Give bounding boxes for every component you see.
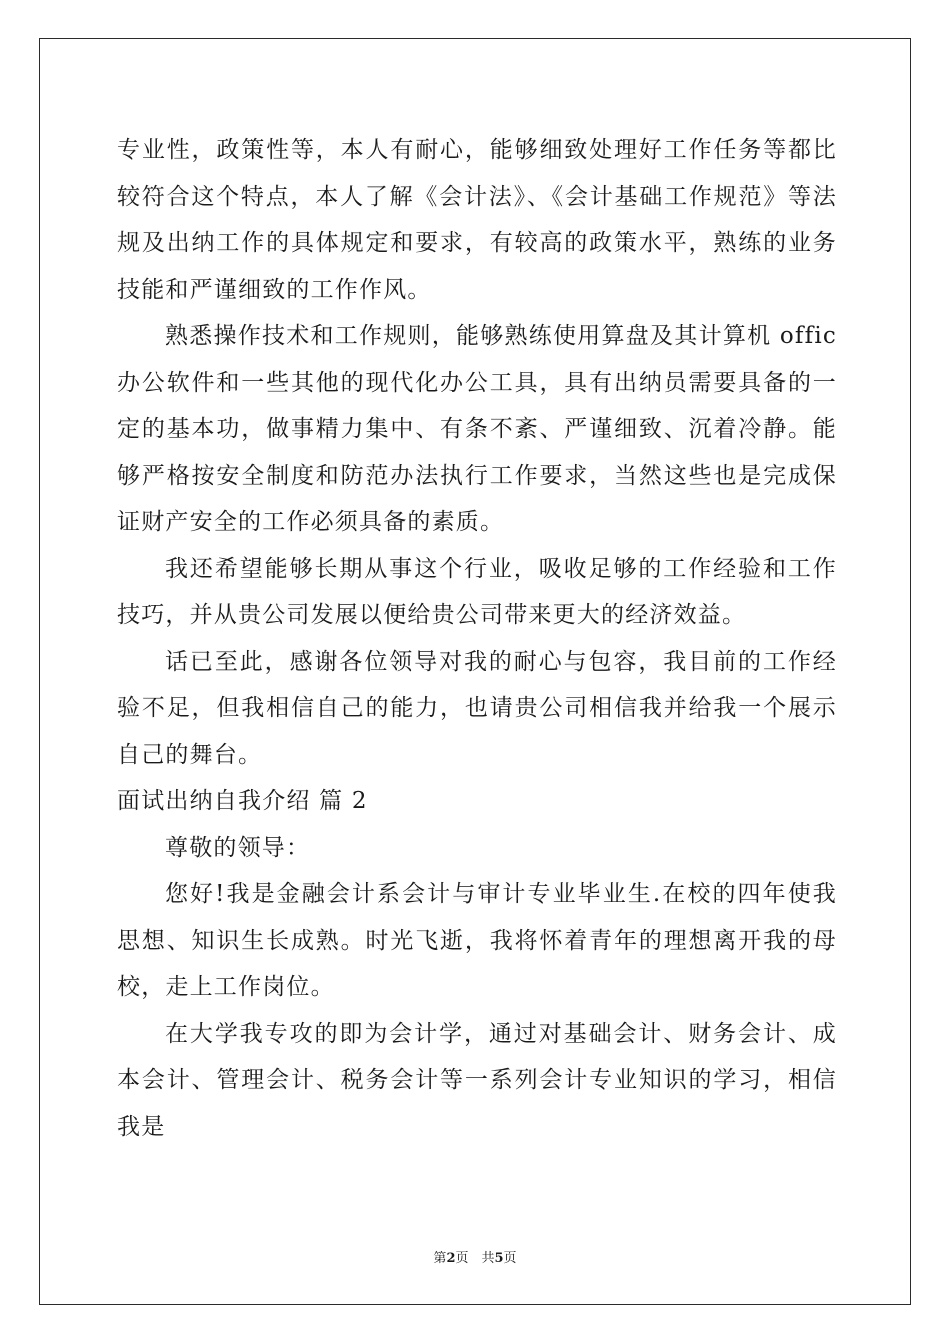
paragraph-2: 熟悉操作技术和工作规则，能够熟练使用算盘及其计算机 offic 办公软件和一些其他的现代化办公工具，具有出纳员需要具备的一定的基本功，做事精力集中、有条不紊、严谨细致、沉着冷静。能够严格按安全制度和防范办法执行工作要求，当然这些也是完成保证财产安全的工作必须具备的素质。 (117, 323, 837, 535)
footer-suffix: 页 (503, 1251, 517, 1266)
paragraph-3: 我还希望能够长期从事这个行业，吸收足够的工作经验和工作技巧，并从贵公司发展以便给贵公司带来更大的经济效益。 (117, 555, 837, 628)
paragraph-5: 您好!我是金融会计系会计与审计专业毕业生.在校的四年使我思想、知识生长成熟。时光飞逝，我将怀着青年的理想离开我的母校，走上工作岗位。 (117, 881, 837, 1000)
paragraph-4: 话已至此，感谢各位领导对我的耐心与包容，我目前的工作经验不足，但我相信自己的能力，也请贵公司相信我并给我一个展示自己的舞台。 (117, 648, 837, 768)
page-footer (0, 1247, 950, 1266)
paragraph-6: 在大学我专攻的即为会计学，通过对基础会计、财务会计、成本会计、管理会计、税务会计等一系列会计专业知识的学习，相信我是 (117, 1020, 837, 1140)
footer-prefix: 第 (433, 1251, 447, 1266)
salutation: 尊敬的领导： (165, 834, 311, 861)
footer-total-pages: 5 (494, 1251, 504, 1266)
section-heading: 面试出纳自我介绍 篇 2 (117, 788, 368, 814)
document-body (117, 127, 837, 1150)
paragraph-1: 专业性，政策性等，本人有耐心，能够细致处理好工作任务等都比较符合这个特点，本人了解《会计法》、《会计基础工作规范》等法规及出纳工作的具体规定和要求，有较高的政策水平，熟练的业务技能和严谨细致的工作作风。 (117, 137, 837, 303)
footer-current-page: 2 (446, 1251, 456, 1266)
footer-mid: 页 共 (455, 1251, 495, 1266)
